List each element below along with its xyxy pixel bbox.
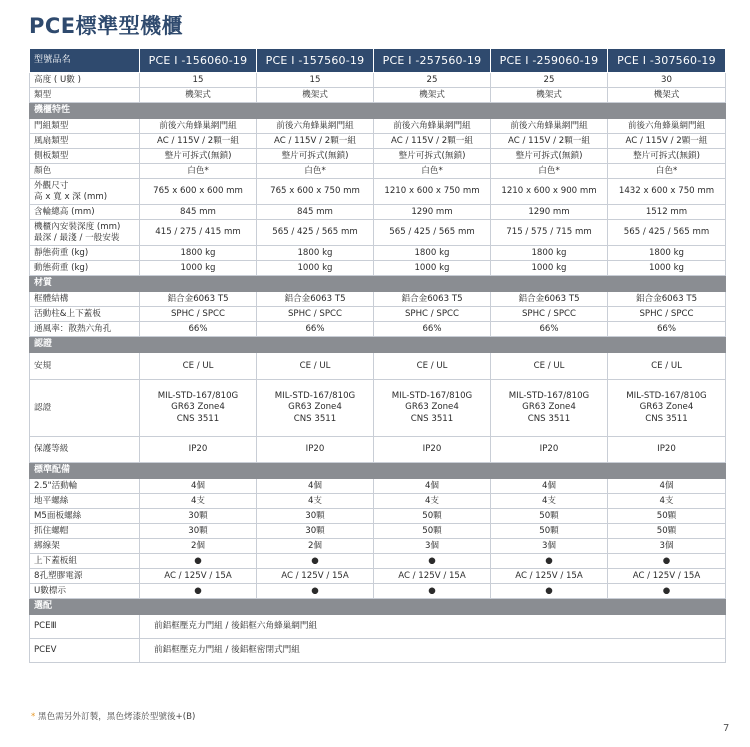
table-cell: 845 mm [257, 205, 374, 220]
table-cell: 845 mm [140, 205, 257, 220]
table-cell: 前後六角蜂巢網門組 [491, 119, 608, 134]
table-cell: 鋁合金6063 T5 [257, 292, 374, 307]
table-cell: 3個 [608, 539, 726, 554]
row-label-line: 最深 / 最淺 / 一般安裝 [34, 232, 120, 243]
table-cell: 機架式 [608, 88, 726, 103]
row-label: 顏色 [30, 164, 140, 179]
table-cell: IP20 [608, 437, 726, 463]
section-header-row [30, 276, 726, 292]
table-row [30, 307, 726, 322]
table-cell: CE / UL [140, 353, 257, 380]
cert-line: CNS 3511 [410, 413, 454, 424]
table-cell: 66% [491, 322, 608, 337]
row-label-line: 高 x 寬 x 深 (mm) [34, 191, 108, 202]
table-cell: 鋁合金6063 T5 [608, 292, 726, 307]
cert-line: CNS 3511 [176, 413, 220, 424]
table-cell: 1210 x 600 x 750 mm [374, 179, 491, 205]
footnote-text: 黑色需另外訂製，黑色烤漆於型號後+(B) [38, 712, 196, 722]
table-cell: 1512 mm [608, 205, 726, 220]
table-cell: 715 / 575 / 715 mm [491, 220, 608, 246]
row-label: 含輪總高 (mm) [30, 205, 140, 220]
model-name: PCE I -157560-19 [257, 49, 374, 73]
table-cell: SPHC / SPCC [491, 307, 608, 322]
table-cell: 66% [140, 322, 257, 337]
table-cell [257, 164, 374, 179]
section-header-row [30, 599, 726, 615]
model-name: PCE I -259060-19 [491, 49, 608, 73]
table-cell: SPHC / SPCC [257, 307, 374, 322]
cell-value: 白色 [538, 165, 556, 176]
table-row [30, 164, 726, 179]
table-cell: 整片可拆式(無鎖) [491, 149, 608, 164]
cert-line: MIL-STD-167/810G [508, 391, 590, 402]
table-cell: 50顆 [491, 509, 608, 524]
table-cell: 機架式 [257, 88, 374, 103]
table-row [30, 524, 726, 539]
cert-line: GR63 Zone4 [288, 402, 342, 413]
table-row [30, 119, 726, 134]
table-cell: 整片可拆式(無鎖) [257, 149, 374, 164]
table-cell: 50顆 [491, 524, 608, 539]
table-cell: ● [140, 584, 257, 599]
table-cell: 4支 [491, 494, 608, 509]
table-cell: AC / 125V / 15A [140, 569, 257, 584]
table-cell: ● [608, 584, 726, 599]
row-label: 通風率：散熱六角孔 [30, 322, 140, 337]
table-cell: 4支 [374, 494, 491, 509]
table-cell: ● [257, 554, 374, 569]
table-cell: 415 / 275 / 415 mm [140, 220, 257, 246]
row-label: U數標示 [30, 584, 140, 599]
row-label: 2.5"活動輪 [30, 479, 140, 494]
table-cell: 3個 [374, 539, 491, 554]
row-label: 側板類型 [30, 149, 140, 164]
cert-cell [491, 380, 608, 437]
table-cell: 1000 kg [374, 261, 491, 276]
table-cell: 50顆 [608, 524, 726, 539]
cert-cell [608, 380, 726, 437]
table-cell: 66% [608, 322, 726, 337]
row-label: 抓住螺帽 [30, 524, 140, 539]
row-label: PCEⅤ [30, 639, 140, 663]
cert-line: CNS 3511 [293, 413, 337, 424]
row-label: 靜態荷重 (kg) [30, 246, 140, 261]
table-cell: AC / 115V / 2顆一組 [140, 134, 257, 149]
table-cell: 機架式 [491, 88, 608, 103]
table-cell: 前後六角蜂巢網門組 [257, 119, 374, 134]
table-cell: 4個 [374, 479, 491, 494]
table-cell: ● [374, 554, 491, 569]
cert-line: GR63 Zone4 [639, 402, 694, 413]
row-label-line: 機櫃內安裝深度 (mm) [34, 222, 121, 233]
model-name: PCE I -257560-19 [374, 49, 491, 73]
table-cell: 1000 kg [608, 261, 726, 276]
row-label: 活動柱&上下蓋板 [30, 307, 140, 322]
table-cell: 50顆 [374, 524, 491, 539]
table-cell: 4個 [140, 479, 257, 494]
table-cell: 30顆 [140, 509, 257, 524]
table-cell: ● [257, 584, 374, 599]
section-title: 選配 [30, 599, 726, 615]
table-row [30, 584, 726, 599]
table-cell: 50顆 [374, 509, 491, 524]
table-cell: 1000 kg [491, 261, 608, 276]
header-row [30, 49, 726, 73]
cert-line: MIL-STD-167/810G [274, 391, 356, 402]
section-header-row [30, 463, 726, 479]
table-row [30, 261, 726, 276]
row-label: M5面板螺絲 [30, 509, 140, 524]
table-cell: 前後六角蜂巢網門組 [608, 119, 726, 134]
table-cell: IP20 [374, 437, 491, 463]
table-row [30, 73, 726, 88]
table-cell: 25 [374, 73, 491, 88]
cert-cell [257, 380, 374, 437]
table-cell: 機架式 [140, 88, 257, 103]
table-cell: ● [491, 554, 608, 569]
footnote [31, 710, 195, 722]
header-label: 型號品名 [30, 49, 140, 73]
table-cell: 50顆 [608, 509, 726, 524]
row-label: PCEⅢ [30, 615, 140, 639]
row-label: 認證 [30, 380, 140, 437]
table-cell: 4支 [140, 494, 257, 509]
row-label: 安規 [30, 353, 140, 380]
table-cell: 15 [257, 73, 374, 88]
table-cell: 30顆 [140, 524, 257, 539]
table-cell: 30顆 [257, 509, 374, 524]
spec-table [29, 48, 726, 663]
table-cell: CE / UL [491, 353, 608, 380]
section-title: 材質 [30, 276, 726, 292]
note-mark: * [555, 165, 560, 176]
cert-line: CNS 3511 [527, 413, 571, 424]
table-cell: 1210 x 600 x 900 mm [491, 179, 608, 205]
page-title: PCE標準型機櫃 [29, 14, 184, 38]
table-cell: 66% [374, 322, 491, 337]
table-row [30, 322, 726, 337]
table-cell: ● [140, 554, 257, 569]
table-cell: 66% [257, 322, 374, 337]
table-cell: 1290 mm [374, 205, 491, 220]
cert-line: GR63 Zone4 [405, 402, 459, 413]
cert-line: CNS 3511 [645, 413, 688, 424]
row-label: 框體結構 [30, 292, 140, 307]
table-cell: SPHC / SPCC [140, 307, 257, 322]
table-cell [140, 164, 257, 179]
row-label: 綁線架 [30, 539, 140, 554]
page-number: 7 [723, 723, 730, 734]
row-label-line: 外觀尺寸 [34, 181, 69, 192]
table-cell: 4個 [491, 479, 608, 494]
row-label [30, 179, 140, 205]
note-mark: * [672, 165, 678, 176]
table-cell: 整片可拆式(無鎖) [374, 149, 491, 164]
table-cell: ● [491, 584, 608, 599]
table-row [30, 149, 726, 164]
table-cell: CE / UL [257, 353, 374, 380]
table-cell: IP20 [140, 437, 257, 463]
table-cell: IP20 [257, 437, 374, 463]
table-cell: 4個 [608, 479, 726, 494]
table-cell: ● [608, 554, 726, 569]
table-row [30, 380, 726, 437]
table-cell: 15 [140, 73, 257, 88]
row-label: 8孔塑膠電源 [30, 569, 140, 584]
table-cell: AC / 125V / 15A [374, 569, 491, 584]
table-row [30, 134, 726, 149]
cert-line: MIL-STD-167/810G [391, 391, 473, 402]
cert-line: MIL-STD-167/810G [157, 391, 239, 402]
row-label: 地平螺絲 [30, 494, 140, 509]
table-cell: 25 [491, 73, 608, 88]
section-title: 機櫃特性 [30, 103, 726, 119]
cert-cell [374, 380, 491, 437]
table-row [30, 220, 726, 246]
table-cell: 2個 [140, 539, 257, 554]
table-row [30, 539, 726, 554]
row-label: 門組類型 [30, 119, 140, 134]
table-row [30, 292, 726, 307]
table-cell: 30 [608, 73, 726, 88]
table-cell: AC / 125V / 15A [608, 569, 726, 584]
table-cell: 2個 [257, 539, 374, 554]
table-row [30, 246, 726, 261]
table-cell: AC / 125V / 15A [257, 569, 374, 584]
table-row [30, 353, 726, 380]
table-cell: 鋁合金6063 T5 [374, 292, 491, 307]
table-cell: 765 x 600 x 600 mm [140, 179, 257, 205]
table-cell: 機架式 [374, 88, 491, 103]
table-cell: 整片可拆式(無鎖) [140, 149, 257, 164]
table-cell: 4支 [257, 494, 374, 509]
row-label: 風扇類型 [30, 134, 140, 149]
row-label: 動態荷重 (kg) [30, 261, 140, 276]
table-row [30, 479, 726, 494]
row-label [30, 220, 140, 246]
table-cell: IP20 [491, 437, 608, 463]
table-row [30, 615, 726, 639]
table-row [30, 88, 726, 103]
cell-value: 白色 [187, 165, 205, 176]
table-row [30, 179, 726, 205]
table-cell: AC / 115V / 2顆一組 [374, 134, 491, 149]
table-cell: CE / UL [608, 353, 726, 380]
cell-value: 白色 [655, 165, 673, 176]
table-cell: 1000 kg [140, 261, 257, 276]
table-row [30, 437, 726, 463]
model-name: PCE I -307560-19 [608, 49, 726, 73]
table-cell: AC / 115V / 2顆一組 [608, 134, 726, 149]
table-row [30, 569, 726, 584]
table-cell [491, 164, 608, 179]
table-cell: 565 / 425 / 565 mm [257, 220, 374, 246]
table-row [30, 494, 726, 509]
table-cell: 1432 x 600 x 750 mm [608, 179, 726, 205]
note-mark: * [438, 165, 443, 176]
footnote-mark: * [31, 712, 36, 722]
table-cell: CE / UL [374, 353, 491, 380]
cert-line: MIL-STD-167/810G [626, 391, 707, 402]
table-cell: 565 / 425 / 565 mm [374, 220, 491, 246]
table-cell: 鋁合金6063 T5 [491, 292, 608, 307]
cert-line: GR63 Zone4 [522, 402, 576, 413]
table-cell: 1800 kg [257, 246, 374, 261]
table-cell: SPHC / SPCC [608, 307, 726, 322]
table-cell: 1290 mm [491, 205, 608, 220]
note-mark: * [204, 165, 209, 176]
table-row [30, 554, 726, 569]
row-label: 保護等級 [30, 437, 140, 463]
row-label: 高度 ( U數 ) [30, 73, 140, 88]
table-cell: SPHC / SPCC [374, 307, 491, 322]
section-title: 標準配備 [30, 463, 726, 479]
table-cell: AC / 115V / 2顆一組 [491, 134, 608, 149]
table-cell: 1800 kg [374, 246, 491, 261]
table-cell: 鋁合金6063 T5 [140, 292, 257, 307]
section-header-row [30, 337, 726, 353]
row-label: 上下蓋板組 [30, 554, 140, 569]
table-cell: 4個 [257, 479, 374, 494]
row-label: 類型 [30, 88, 140, 103]
cell-value: 白色 [421, 165, 439, 176]
table-row [30, 639, 726, 663]
cert-line: GR63 Zone4 [171, 402, 225, 413]
option-description: 前鋁框壓克力門組 / 後鋁框密閉式門組 [140, 639, 726, 663]
table-cell: 整片可拆式(無鎖) [608, 149, 726, 164]
table-cell: 565 / 425 / 565 mm [608, 220, 726, 246]
section-title: 認證 [30, 337, 726, 353]
table-cell: 4支 [608, 494, 726, 509]
table-cell [374, 164, 491, 179]
table-cell: 1800 kg [491, 246, 608, 261]
table-cell: 765 x 600 x 750 mm [257, 179, 374, 205]
table-cell: AC / 125V / 15A [491, 569, 608, 584]
cell-value: 白色 [304, 165, 322, 176]
note-mark: * [321, 165, 326, 176]
table-cell: AC / 115V / 2顆一組 [257, 134, 374, 149]
option-description: 前鋁框壓克力門組 / 後鋁框六角蜂巢網門組 [140, 615, 726, 639]
table-cell: 前後六角蜂巢網門組 [374, 119, 491, 134]
table-cell: 1800 kg [140, 246, 257, 261]
table-cell: 1800 kg [608, 246, 726, 261]
cert-cell [140, 380, 257, 437]
table-cell: 1000 kg [257, 261, 374, 276]
table-row [30, 205, 726, 220]
table-cell [608, 164, 726, 179]
table-cell: 前後六角蜂巢網門組 [140, 119, 257, 134]
table-cell: 30顆 [257, 524, 374, 539]
table-cell: ● [374, 584, 491, 599]
table-row [30, 509, 726, 524]
table-cell: 3個 [491, 539, 608, 554]
section-header-row [30, 103, 726, 119]
model-name: PCE I -156060-19 [140, 49, 257, 73]
